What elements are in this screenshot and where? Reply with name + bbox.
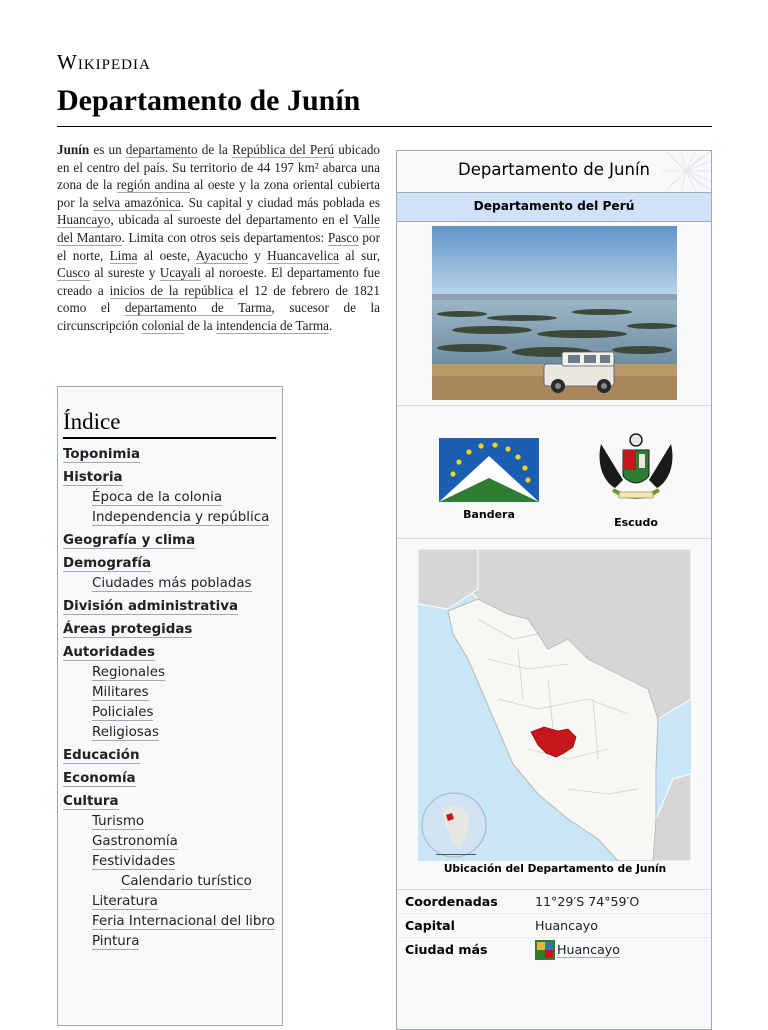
toc-item-label: Educación bbox=[63, 748, 140, 763]
intro-link[interactable]: Ayacucho bbox=[195, 247, 248, 263]
intro-link[interactable]: Huancavelica bbox=[267, 247, 339, 263]
landscape-photo[interactable] bbox=[432, 226, 677, 400]
toc-item-label: Literatura bbox=[92, 894, 158, 909]
toc-item[interactable] bbox=[63, 488, 276, 508]
toc-item[interactable] bbox=[63, 892, 276, 912]
toc-item-label: Policiales bbox=[92, 705, 154, 720]
intro-text: es un bbox=[89, 142, 126, 157]
starburst-decoration bbox=[641, 151, 711, 191]
intro-link[interactable]: región andina bbox=[116, 177, 190, 193]
intro-text: , sucesor de la circunscripción bbox=[57, 300, 380, 333]
toc-item-label: Economía bbox=[63, 771, 136, 786]
coat-of-arms-image[interactable] bbox=[595, 430, 677, 510]
coordinates-value[interactable]: 11°29′S 74°59′O bbox=[535, 894, 640, 909]
infobox-row-coordinates bbox=[397, 890, 711, 914]
intro-link[interactable]: colonial bbox=[141, 317, 185, 333]
toc-item[interactable] bbox=[63, 792, 276, 812]
infobox bbox=[396, 150, 712, 1030]
toc-item[interactable] bbox=[63, 703, 276, 723]
toc-item[interactable] bbox=[63, 574, 276, 594]
toc-item[interactable] bbox=[63, 597, 276, 617]
intro-text: al oeste, bbox=[137, 247, 196, 263]
toc-item[interactable] bbox=[63, 932, 276, 952]
intro-link[interactable]: Pasco bbox=[327, 229, 359, 245]
intro-text: ubicado en el centro del país. Su territorio de 44 197 km² abarca una zona de la bbox=[57, 142, 381, 193]
intro-text: de la bbox=[184, 317, 216, 333]
toc-item[interactable] bbox=[63, 663, 276, 683]
shield-block bbox=[595, 430, 677, 529]
intro-text: al noroeste. El departamento fue creado a bbox=[57, 265, 380, 298]
page-title: Departamento de Junín bbox=[57, 84, 361, 117]
intro-text: , ubicada al suroeste del departamento en el bbox=[110, 212, 353, 228]
shield-caption: Escudo bbox=[614, 516, 658, 529]
intro-text: . Su capital y ciudad más poblada es bbox=[180, 194, 380, 210]
intro-link[interactable]: República del Perú bbox=[232, 142, 335, 157]
toc-list bbox=[63, 445, 276, 952]
intro-paragraph bbox=[57, 141, 380, 335]
toc-item[interactable] bbox=[63, 912, 276, 932]
location-map[interactable] bbox=[418, 549, 691, 861]
toc-item-label: Turismo bbox=[92, 814, 145, 829]
toc-item[interactable] bbox=[63, 554, 276, 574]
intro-text: el 12 de febrero de 1821 como el bbox=[57, 282, 380, 316]
intro-text: de la bbox=[197, 142, 233, 157]
intro-text: . Limita con otros seis departamentos: bbox=[121, 229, 328, 245]
largest-city-link[interactable]: Huancayo bbox=[557, 942, 620, 957]
infobox-row-capital bbox=[397, 914, 711, 938]
toc-item[interactable] bbox=[63, 468, 276, 488]
toc-item-label: Toponimia bbox=[63, 447, 141, 462]
intro-link[interactable]: Ucayali bbox=[159, 265, 201, 281]
intro-text: y bbox=[247, 247, 268, 263]
intro-text: al sur, bbox=[338, 247, 381, 263]
intro-link[interactable]: departamento de Tarma bbox=[124, 300, 272, 316]
row-label: Ciudad más bbox=[405, 942, 488, 957]
flag-caption: Bandera bbox=[463, 508, 515, 521]
toc-item[interactable] bbox=[63, 832, 276, 852]
row-label: Capital bbox=[405, 918, 455, 933]
flag-block bbox=[439, 438, 539, 521]
toc-item[interactable] bbox=[63, 531, 276, 551]
huancayo-flag-icon bbox=[535, 940, 555, 960]
map-caption: Ubicación del Departamento de Junín bbox=[443, 863, 667, 875]
toc-item-label: Pintura bbox=[92, 934, 140, 949]
intro-link[interactable]: Cusco bbox=[57, 265, 90, 281]
toc-item-label: Festividades bbox=[92, 854, 176, 869]
infobox-subtitle[interactable]: Departamento del Perú bbox=[397, 193, 711, 222]
toc-item[interactable] bbox=[63, 852, 276, 872]
toc-item[interactable] bbox=[63, 872, 276, 892]
toc-item-label: Demografía bbox=[63, 556, 152, 571]
toc-item-label: División administrativa bbox=[63, 599, 239, 614]
toc-item-label: Autoridades bbox=[63, 645, 155, 660]
flag-image[interactable] bbox=[439, 438, 539, 502]
infobox-header bbox=[397, 151, 711, 193]
capital-link[interactable]: Huancayo bbox=[535, 918, 598, 933]
intro-link[interactable]: Valle del Mantaro bbox=[57, 212, 380, 245]
toc-item-label: Geografía y clima bbox=[63, 533, 196, 548]
intro-link[interactable]: departamento bbox=[125, 142, 198, 157]
toc-item-label: Independencia y república bbox=[92, 510, 270, 525]
intro-link[interactable]: selva amazónica bbox=[92, 194, 181, 210]
photo-row bbox=[397, 222, 711, 406]
toc-item-label: Gastronomía bbox=[92, 834, 178, 849]
intro-text: por el norte, bbox=[57, 229, 380, 263]
map-row bbox=[397, 539, 711, 890]
toc-item-label: Calendario turístico bbox=[121, 874, 252, 889]
toc-item[interactable] bbox=[63, 769, 276, 789]
intro-link[interactable]: Huancayo bbox=[57, 212, 111, 228]
intro-text: al sureste y bbox=[89, 265, 160, 281]
infobox-row-largest-city bbox=[397, 938, 711, 961]
symbols-row bbox=[397, 406, 711, 539]
toc-item-label: Ciudades más pobladas bbox=[92, 576, 252, 591]
wikipedia-logo[interactable]: Wikipedia bbox=[57, 50, 151, 74]
toc-item[interactable] bbox=[63, 643, 276, 663]
toc-item[interactable] bbox=[63, 746, 276, 766]
table-of-contents bbox=[57, 386, 283, 1026]
intro-text: al oeste y la zona oriental cubierta por la bbox=[57, 177, 380, 210]
toc-item-label: Áreas protegidas bbox=[63, 622, 193, 637]
toc-item-label: Feria Internacional del libro bbox=[92, 914, 275, 929]
infobox-title: Departamento de Junín bbox=[458, 160, 650, 179]
toc-item[interactable] bbox=[63, 445, 276, 465]
toc-item[interactable] bbox=[63, 508, 276, 528]
intro-link[interactable]: Lima bbox=[109, 247, 138, 263]
toc-item-label: Militares bbox=[92, 685, 149, 700]
toc-item-label: Regionales bbox=[92, 665, 165, 680]
row-label: Coordenadas bbox=[405, 894, 498, 909]
toc-item[interactable] bbox=[63, 620, 276, 640]
toc-item-label: Historia bbox=[63, 470, 123, 485]
toc-title: Índice bbox=[63, 409, 276, 439]
toc-item[interactable] bbox=[63, 723, 276, 743]
toc-item[interactable] bbox=[63, 812, 276, 832]
intro-text: . bbox=[329, 317, 333, 333]
toc-item-label: Época de la colonia bbox=[92, 490, 223, 505]
toc-item-label: Religiosas bbox=[92, 725, 159, 740]
title-divider bbox=[57, 126, 712, 127]
toc-item[interactable] bbox=[63, 683, 276, 703]
intro-subject: Junín bbox=[57, 142, 90, 157]
intro-link[interactable]: inicios de la república bbox=[109, 282, 234, 298]
toc-item-label: Cultura bbox=[63, 794, 119, 809]
intro-link[interactable]: intendencia de Tarma bbox=[215, 317, 330, 333]
